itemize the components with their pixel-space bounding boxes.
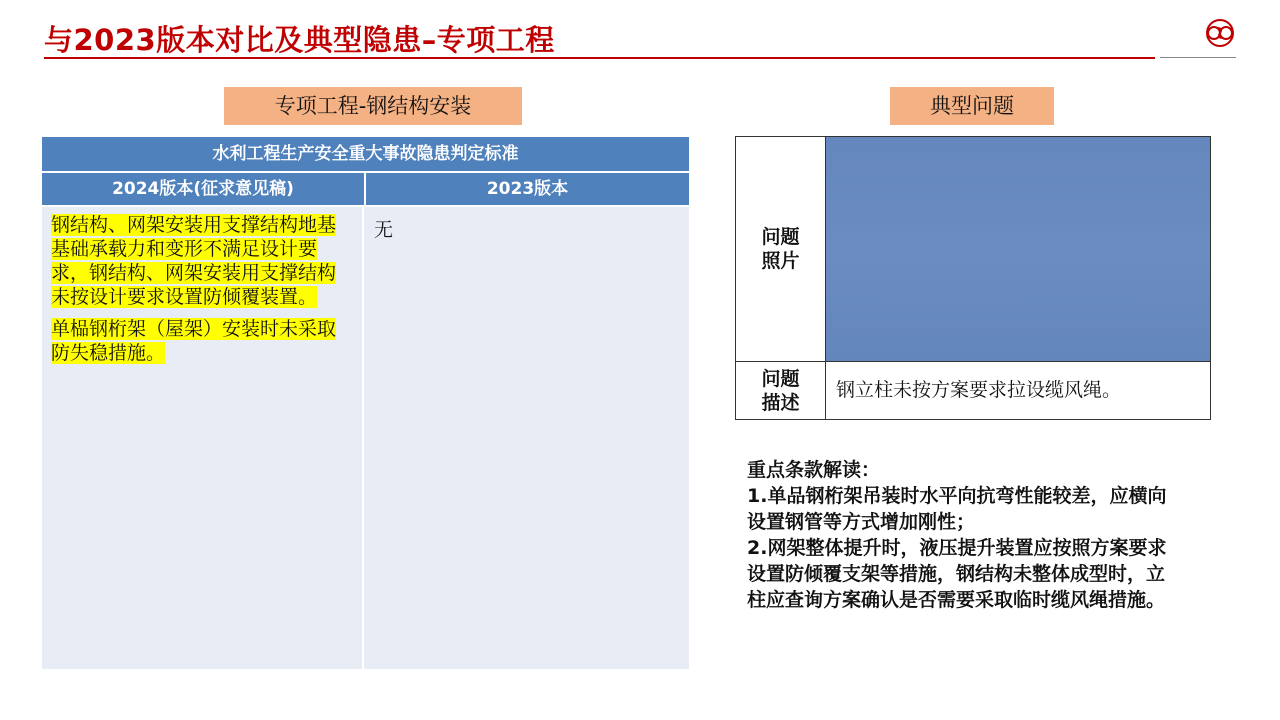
- description-label-line1: 问题: [761, 367, 800, 390]
- description-label-line2: 描述: [761, 391, 800, 414]
- column-header-2023: 2023版本: [486, 179, 569, 199]
- title-underline: [44, 57, 1155, 59]
- cell-2023-content: 无: [374, 219, 394, 241]
- problem-description: 钢立柱未按方案要求拉设缆风绳。: [836, 379, 1122, 401]
- cell-2024-content: [42, 207, 364, 669]
- table-header-row: [42, 173, 689, 207]
- standard-comparison-table: [42, 137, 689, 669]
- problem-photo-row: [736, 137, 1210, 362]
- table-title: 水利工程生产安全重大事故隐患判定标准: [42, 137, 689, 173]
- photo-label-line2: 照片: [761, 250, 800, 272]
- notes-item: 2.网架整体提升时，液压提升装置应按照方案要求设置防倾覆支架等措施，钢结构未整体成型时，立柱应查询方案确认是否需要采取临时缆风绳措施。: [747, 537, 1167, 611]
- clause-paragraph: [51, 213, 354, 309]
- key-clause-notes: [747, 457, 1177, 613]
- column-header-2024: 2024版本(征求意见稿): [42, 173, 366, 205]
- highlighted-clause: 单榀钢桁架（屋架）安装时未采取防失稳措施。: [51, 318, 337, 364]
- clause-paragraph: [51, 317, 354, 365]
- photo-label: [736, 137, 826, 361]
- problem-photo: [826, 137, 1210, 361]
- highlighted-clause: 钢结构、网架安装用支撑结构地基基础承载力和变形不满足设计要求，钢结构、网架安装用支撑结构未按设计要求设置防倾覆装置。: [51, 214, 337, 308]
- notes-item: 1.单品钢桁架吊装时水平向抗弯性能较差，应横向设置钢管等方式增加刚性；: [747, 485, 1167, 533]
- section-tag-typical-problems: 典型问题: [890, 87, 1054, 125]
- table-body-row: [42, 207, 689, 669]
- section-tag-steel-structure: 专项工程-钢结构安装: [224, 87, 522, 125]
- problem-description-row: [736, 362, 1210, 419]
- title-underline-gray: [1160, 57, 1236, 58]
- description-label: [736, 362, 826, 419]
- notes-heading: 重点条款解读：: [747, 459, 881, 481]
- page-title: 与2023版本对比及典型隐患–专项工程: [44, 23, 555, 57]
- problem-table: [735, 136, 1211, 420]
- company-logo-icon: [1203, 16, 1237, 50]
- photo-label-line1: 问题: [761, 226, 800, 248]
